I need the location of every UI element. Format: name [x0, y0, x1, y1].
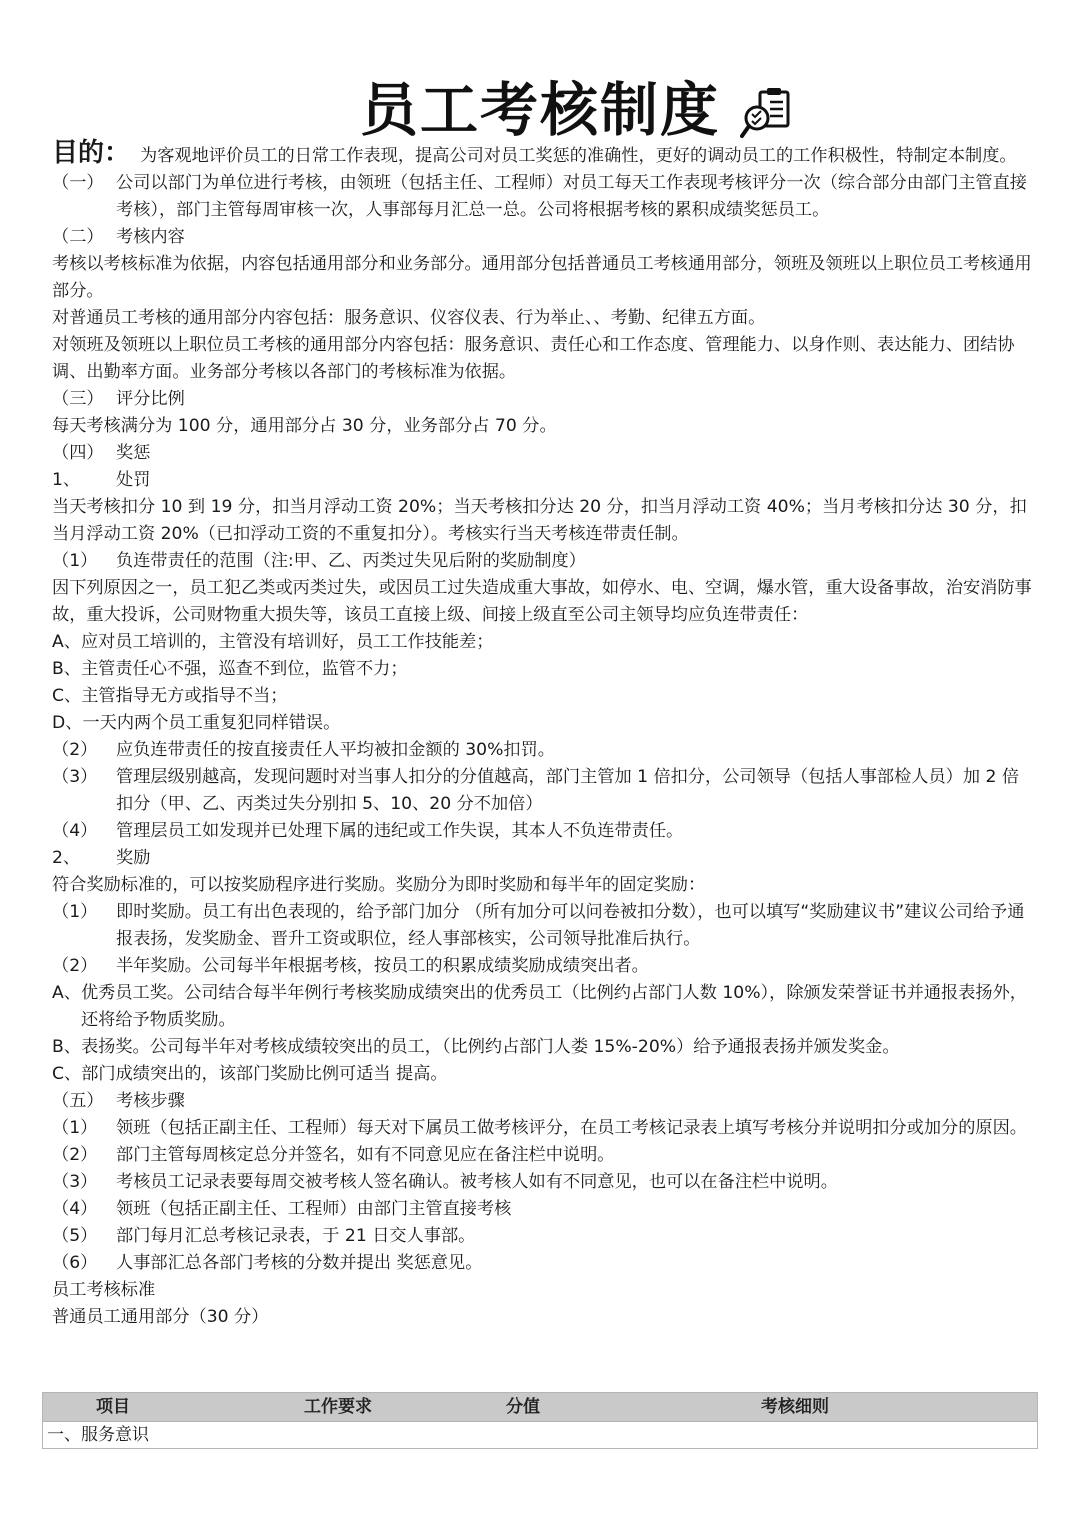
paragraph: 考核以考核标准为依据，内容包括通用部分和业务部分。通用部分包括普通员工考核通用部分，领班及领班以上职位员工考核通用部分。 — [52, 254, 1032, 301]
clipboard-magnifier-icon — [740, 84, 796, 140]
paragraph: 对领班及领班以上职位员工考核的通用部分内容包括：服务意识、责任心和工作态度、管理能力、以身作则、表达能力、团结协调、出勤率方面。业务部分考核以各部门的考核标准为依据。 — [52, 335, 1015, 382]
item-number: （1） — [52, 551, 98, 571]
lettered-item — [52, 629, 1032, 656]
lettered-item — [52, 1034, 1032, 1061]
numbered-item — [52, 1115, 1032, 1142]
item-text: 考核内容 — [116, 227, 185, 247]
item-text: 部门成绩突出的，该部门奖励比例可适当 提高。 — [81, 1064, 448, 1084]
item-text: 奖惩 — [116, 443, 151, 463]
item-text: 奖励 — [116, 848, 151, 868]
numbered-item — [52, 845, 1032, 872]
item-number: （四） — [52, 443, 104, 463]
paragraph: 符合奖励标准的，可以按奖励程序进行奖励。奖励分为即时奖励和每半年的固定奖励： — [52, 875, 706, 895]
item-text: 管理层员工如发现并已处理下属的违纪或工作失误，其本人不负连带责任。 — [116, 821, 684, 841]
numbered-item — [52, 467, 1032, 494]
item-text: 管理层级别越高，发现问题时对当事人扣分的分值越高，部门主管加 1 倍扣分，公司领导（包括人事部检人员）加 2 倍扣分（甲、乙、丙类过失分别扣 5、10、20 分不加倍） — [116, 767, 1020, 814]
item-text: 主管责任心不强，巡查不到位，监管不力； — [80, 659, 408, 679]
item-text: 部门每月汇总考核记录表，于 21 日交人事部。 — [116, 1226, 476, 1246]
numbered-item — [52, 1088, 1032, 1115]
item-number: （三） — [52, 389, 104, 409]
item-text: 一天内两个员工重复犯同样错误。 — [82, 713, 341, 733]
item-number: （2） — [52, 1145, 98, 1165]
item-number: （一） — [52, 173, 104, 193]
paragraph: 对普通员工考核的通用部分内容包括：服务意识、仪容仪表、行为举止、、考勤、纪律五方面。 — [52, 308, 766, 328]
numbered-item — [52, 170, 1032, 224]
page-title: 员工考核制度 — [359, 76, 720, 144]
lettered-item — [52, 710, 1032, 737]
item-text: 即时奖励。员工有出色表现的，给予部门加分 （所有加分可以问卷被扣分数），也可以填写“奖励建议书”建议公司给予通报表扬，发奖励金、晋升工资或职位，经人事部核实，公司领导批准后执行。 — [116, 902, 1025, 949]
paragraph: 普通员工通用部分（30 分） — [52, 1307, 269, 1327]
numbered-item — [52, 440, 1032, 467]
lettered-item — [52, 683, 1032, 710]
item-text: 考核员工记录表要每周交被考核人签名确认。被考核人如有不同意见，也可以在备注栏中说明。 — [116, 1172, 838, 1192]
item-number: （3） — [52, 767, 98, 787]
purpose-text: 为客观地评价员工的日常工作表现，提高公司对员工奖惩的准确性，更好的调动员工的工作积极性，特制定本制度。 — [140, 146, 1017, 166]
numbered-item — [52, 818, 1032, 845]
numbered-item — [52, 1250, 1032, 1277]
item-number: （2） — [52, 740, 98, 760]
item-number: A、 — [52, 632, 81, 652]
item-number: （6） — [52, 1253, 98, 1273]
header-score: 分值 — [506, 1397, 540, 1417]
purpose-label: 目的： — [52, 138, 131, 168]
paragraph: 因下列原因之一，员工犯乙类或丙类过失，或因员工过失造成重大事故，如停水、电、空调，爆水管，重大设备事故，治安消防事故，重大投诉，公司财物重大损失等，该员工直接上级、间接上级直至公司主领导均应负连带责任： — [52, 578, 1032, 625]
item-number: B、 — [52, 1037, 81, 1057]
item-text: 人事部汇总各部门考核的分数并提出 奖惩意见。 — [116, 1253, 483, 1273]
content-blocks — [52, 170, 1032, 1331]
numbered-item — [52, 1169, 1032, 1196]
item-number: （5） — [52, 1226, 98, 1246]
item-number: （4） — [52, 1199, 98, 1219]
item-text: 应对员工培训的，主管没有培训好，员工工作技能差； — [80, 632, 494, 652]
item-number: 2、 — [52, 848, 81, 868]
item-text: 公司以部门为单位进行考核，由领班（包括主任、工程师）对员工每天工作表现考核评分一次（综合部分由部门主管直接考核），部门主管每周审核一次，人事部每月汇总一总。公司将根据考核的累积成绩奖惩员工。 — [116, 173, 1027, 220]
item-text: 负连带责任的范围（注:甲、乙、丙类过失见后附的奖励制度） — [116, 551, 586, 571]
item-text: 考核步骤 — [116, 1091, 185, 1111]
item-number: （1） — [52, 902, 98, 922]
lettered-item — [52, 1061, 1032, 1088]
numbered-item — [52, 386, 1032, 413]
lettered-item — [52, 980, 1032, 1034]
item-number: C、 — [52, 686, 82, 706]
paragraph: 当天考核扣分 10 到 19 分，扣当月浮动工资 20%；当天考核扣分达 20 分，扣当月浮动工资 40%；当月考核扣分达 30 分，扣当月浮动工资 20%（已扣浮动工资的不重复扣分）。考核实行当天考核连带责任制。 — [52, 497, 1027, 544]
numbered-item — [52, 1196, 1032, 1223]
numbered-item — [52, 1142, 1032, 1169]
item-number: D、 — [52, 713, 83, 733]
numbered-item — [52, 899, 1032, 953]
numbered-item — [52, 548, 1032, 575]
numbered-item — [52, 1223, 1032, 1250]
header-item: 项目 — [96, 1397, 130, 1417]
item-text: 处罚 — [116, 470, 151, 490]
numbered-item — [52, 764, 1032, 818]
table-row: 一、服务意识 — [43, 1421, 1037, 1448]
item-text: 领班（包括正副主任、工程师）每天对下属员工做考核评分，在员工考核记录表上填写考核分并说明扣分或加分的原因。 — [116, 1118, 1027, 1138]
item-number: （二） — [52, 227, 104, 247]
item-text: 表扬奖。公司每半年对考核成绩较突出的员工，（比例约占部门人娄 15%-20%）给予通报表扬并颁发奖金。 — [80, 1037, 900, 1057]
paragraph: 员工考核标准 — [52, 1280, 156, 1300]
item-text: 部门主管每周核定总分并签名，如有不同意见应在备注栏中说明。 — [116, 1145, 615, 1165]
item-number: （1） — [52, 1118, 98, 1138]
numbered-item — [52, 224, 1032, 251]
item-text: 评分比例 — [116, 389, 185, 409]
standards-table — [42, 1392, 1038, 1449]
header-requirement: 工作要求 — [304, 1397, 372, 1417]
numbered-item — [52, 953, 1032, 980]
item-number: （五） — [52, 1091, 104, 1111]
item-text: 优秀员工奖。公司结合每半年例行考核奖励成绩突出的优秀员工（比例约占部门人数 10%），除颁发荣誉证书并通报表扬外，还将给予物质奖励。 — [80, 983, 1027, 1030]
item-number: 1、 — [52, 470, 81, 490]
item-text: 半年奖励。公司每半年根据考核，按员工的积累成绩奖励成绩突出者。 — [116, 956, 649, 976]
purpose-paragraph — [52, 138, 1032, 170]
item-number: C、 — [52, 1064, 82, 1084]
table-header — [43, 1393, 1037, 1421]
item-number: （3） — [52, 1172, 98, 1192]
item-text: 领班（包括正副主任、工程师）由部门主管直接考核 — [116, 1199, 512, 1219]
document-body — [52, 138, 1032, 1331]
numbered-item — [52, 737, 1032, 764]
item-number: B、 — [52, 659, 81, 679]
item-text: 主管指导无方或指导不当； — [81, 686, 288, 706]
item-number: （2） — [52, 956, 98, 976]
header-rules: 考核细则 — [761, 1397, 829, 1417]
item-number: A、 — [52, 983, 81, 1003]
item-number: （4） — [52, 821, 98, 841]
item-text: 应负连带责任的按直接责任人平均被扣金额的 30%扣罚。 — [116, 740, 555, 760]
paragraph: 每天考核满分为 100 分，通用部分占 30 分，业务部分占 70 分。 — [52, 416, 557, 436]
lettered-item — [52, 656, 1032, 683]
